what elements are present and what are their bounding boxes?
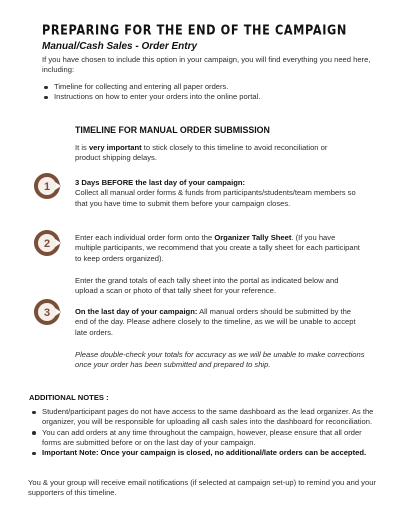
step-number: 1 — [43, 181, 51, 193]
intro-text: If you have chosen to include this option in your campaign, you will find everything you need here, including: — [42, 55, 371, 75]
step-3-badge — [33, 298, 61, 326]
page-title: PREPARING FOR THE END OF THE CAMPAIGN — [42, 23, 347, 38]
step-3-text — [75, 307, 362, 338]
step-2-body-start: Enter each individual order form onto the — [75, 233, 215, 242]
additional-notes-list — [30, 407, 375, 458]
timeline-heading: TIMELINE FOR MANUAL ORDER SUBMISSION — [75, 125, 270, 135]
step-number: 3 — [43, 307, 51, 319]
step-2-extra: Enter the grand totals of each tally sheet into the portal as indicated below and upload a scan or photo of that tally sheet for your reference. — [75, 276, 339, 296]
list-item: Timeline for collecting and entering all paper orders. — [42, 82, 372, 92]
accuracy-note: Please double-check your totals for accuracy as we will be unable to make corrections once your order has been submitted and prepared to ship. — [75, 350, 365, 370]
list-item: Instructions on how to enter your orders into the online portal. — [42, 92, 372, 102]
step-number: 2 — [43, 238, 51, 250]
important-note: Important Note: Once your campaign is closed, no additional/late orders can be accepted. — [42, 448, 367, 458]
step-2-badge — [33, 229, 61, 257]
lead-text-start: It is — [75, 143, 89, 152]
step-2-body-end: . (If you have multiple participants, we recommend that you create a tally sheet for each participant to keep orders organized). — [75, 233, 360, 263]
page-subtitle: Manual/Cash Sales - Order Entry — [42, 41, 198, 52]
intro-list — [42, 82, 372, 103]
step-1-body: Collect all manual order forms & funds from participants/students/team members so that you have time to submit them before your campaign closes. — [75, 188, 356, 208]
lead-text-end: to stick closely to this timeline to avoid reconciliation or product shipping delays. — [75, 143, 328, 163]
step-1-heading: 3 Days BEFORE the last day of your campaign: — [75, 178, 246, 187]
step-1-badge — [33, 172, 61, 200]
closing-text: You & your group will receive email notifications (if selected at campaign set-up) to remind you and your supporters of this timeline. — [28, 478, 376, 498]
additional-notes-heading: ADDITIONAL NOTES : — [29, 393, 109, 402]
list-item: You can add orders at any time throughout the campaign, however, please ensure that all order forms are submitted before or on the last day of your campaign. — [30, 428, 375, 449]
step-2-text — [75, 233, 362, 264]
step-2-emphasis: Organizer Tally Sheet — [214, 233, 292, 242]
list-item: Student/participant pages do not have access to the same dashboard as the lead organizer. As the organizer, you will be responsible for uploading all cash sales into the dashboard for reconciliation. — [30, 407, 375, 428]
lead-emphasis: very important — [88, 143, 142, 152]
timeline-lead — [75, 143, 345, 164]
list-item — [30, 448, 375, 458]
step-1-text — [75, 178, 362, 209]
step-3-body: All manual orders should be submitted by the end of the day. Please adhere closely to the timeline, as we will be unable to accept late orders. — [75, 307, 356, 337]
step-3-heading: On the last day of your campaign: — [75, 307, 198, 316]
